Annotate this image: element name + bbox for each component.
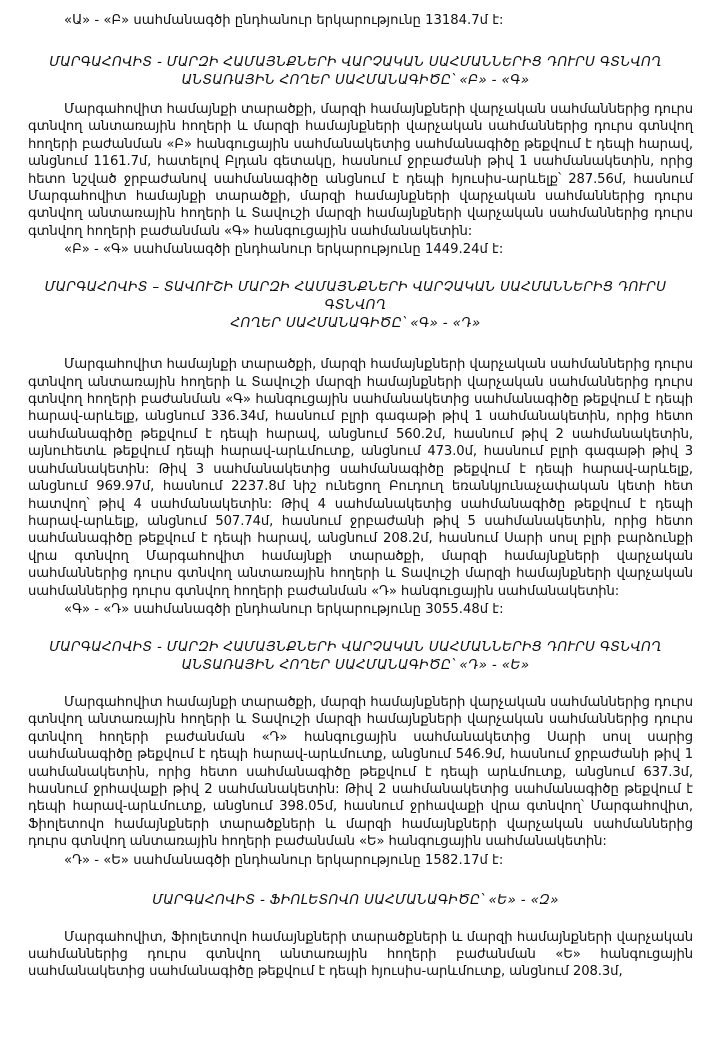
- section-heading-d-e: [28, 638, 693, 674]
- summary-line-gd: «Գ» - «Դ» սահմանագծի ընդհանուր երկարությունը 3055.48մ է:: [64, 601, 504, 617]
- section-heading-b-g: [28, 53, 693, 89]
- heading-line: ՀՈՂԵՐ ՍԱՀՄԱՆԱԳԻԾԸ՝ «Գ» - «Դ»: [230, 315, 481, 332]
- paragraph-b-g: Մարգահովիտ համայնքի տարածքի, մարզի համայնքների վարչական սահմաններից դուրս գտնվող անտառային հողերի և մարզի համայնքների վարչական սահմաններից դուրս գտնվող հողերի բաժանման «Բ» հանգուցային սահմանակետից սահմանագիծը թեքվում է դեպի հարավ, անցնում 1161.7մ, հատելով Բլդան գետակը, հասնում ջրբաժանի թիվ 1 սահմանակետին, որից հետո նշված ջրբաժանով սահմանագիծը անցնում է դեպի հյուսիս-արևելք՝ 287.56մ, հասնում Մարգահովիտ համայնքի տարածքի, մարզի համայնքների վարչական սահմաններից դուրս գտնվող անտառային հողերի և Տավուշի մարզի համայնքների վարչական սահմաններից դուրս գտնվող հողերի բաժանման «Գ» հանգուցային սահմանակետին:: [28, 102, 693, 239]
- heading-line: ՄԱՐԳԱՀՈՎԻՏ - ՄԱՐԶԻ ՀԱՄԱՅՆՔՆԵՐԻ ՎԱՐՉԱԿԱՆ ՍԱՀՄԱՆՆԵՐԻՑ ԴՈՒՐՍ ԳՏՆՎՈՂ: [49, 54, 662, 70]
- paragraph-e-z: Մարգահովիտ, Ֆիոլետովո համայնքների տարածքների և մարզի համայնքների վարչական սահմաններից դուրս գտնվող անտառային հողերի բաժանման «Ե» հանգուցային սահմանակետից սահմանագիծը թեքվում է դեպի հյուսիս-արևմուտք, անցնում 208.3մ,: [28, 929, 693, 980]
- summary-line-de: «Դ» - «Ե» սահմանագծի ընդհանուր երկարությունը 1582.17մ է:: [64, 852, 504, 868]
- heading-line: ՄԱՐԳԱՀՈՎԻՏ - ՖԻՈԼԵՏՈՎՈ ՍԱՀՄԱՆԱԳԻԾԸ՝ «Ե» - «Զ»: [152, 891, 559, 908]
- heading-line: ԱՆՏԱՌԱՅԻՆ ՀՈՂԵՐ ՍԱՀՄԱՆԱԳԻԾԸ՝ «Բ» - «Գ»: [181, 72, 530, 88]
- section-heading-e-z: [28, 891, 693, 909]
- summary-line-bg: «Բ» - «Գ» սահմանագծի ընդհանուր երկարությունը 1449.24մ է:: [64, 242, 504, 258]
- section-heading-g-d: [28, 278, 693, 332]
- heading-line: ՄԱՐԳԱՀՈՎԻՏ - ՄԱՐԶԻ ՀԱՄԱՅՆՔՆԵՐԻ ՎԱՐՉԱԿԱՆ ՍԱՀՄԱՆՆԵՐԻՑ ԴՈՒՐՍ ԳՏՆՎՈՂ: [49, 638, 662, 655]
- paragraph-d-e: Մարգահովիտ համայնքի տարածքի, մարզի համայնքների վարչական սահմաններից դուրս գտնվող անտառային հողերի և Տավուշի մարզի համայնքների վարչական սահմաններից դուրս գտնվող հողերի բաժանման «Դ» հանգուցային սահմանակետից Սարի սոսլ սարից սահմանագիծը թեքվում է դեպի հարավ-արևմուտք, անցնում 546.9մ, հասնում ջրբաժանի թիվ 1 սահմանակետին, որից հետո սահմանագիծը թեքվում է դեպի արևմուտք, անցնում 637.3մ, հասնում ջրհավաքի թիվ 2 սահմանակետին: Թիվ 2 սահմանակետից սահմանագիծը թեքվում է դեպի հարավ-արևմուտք, անցնում 398.05մ, հասնում ջրհավաքի վրա գտնվող՝ Մարգահովիտ, Ֆիոլետովո համայնքների տարածքների և մարզի համայնքների վարչական սահմաններից դուրս գտնվող անտառային հողերի բաժանման «Ե» հանգուցային սահմանակետին:: [28, 694, 693, 850]
- summary-line-ab: «Ա» - «Բ» սահմանագծի ընդհանուր երկարությունը 13184.7մ է:: [64, 13, 504, 28]
- paragraph-g-d: Մարգահովիտ համայնքի տարածքի, մարզի համայնքների վարչական սահմաններից դուրս գտնվող անտառային հողերի և Տավուշի մարզի համայնքների վարչական սահմաններից դուրս գտնվող հողերի բաժանման «Գ» հանգուցային սահմանակետից սահմանագիծը թեքվում է դեպի հարավ-արևելք, անցնում 336.34մ, հասնում բլրի գագաթի թիվ 1 սահմանակետին, որից հետո սահմանագիծը թեքվում է դեպի հարավ, անցնում 560.2մ, հասնում թիվ 2 սահմանակետին, այնուհետև թեքվում դեպի հարավ-արևմուտք, անցնում 473.0մ, հասնում բլրի գագաթի թիվ 3 սահմանակետին: Թիվ 3 սահմանակետից սահմանագիծը թեքվում է դեպի հարավ-արևելք, անցնում 969.97մ, հասնում 2237.8մ նիշ ունեցող Բուդուղ եռանկյունաչափական կետի հետ հատվող՝ թիվ 4 սահմանակետին: Թիվ 4 սահմանակետից սահմանագիծը թեքվում է դեպի հարավ-արևելք, անցնում 507.74մ, հասնում ջրբաժանի թիվ 5 սահմանակետին, որից հետո սահմանագիծը թեքվում է դեպի հարավ, անցնում 208.2մ, հասնում Սարի սոսլ բլրի բարձունքի վրա գտնվող Մարգահովիտ համայնքի տարածքի, մարզի համայնքների վարչական սահմաններից դուրս գտնվող անտառային հողերի և Տավուշի մարզի համայնքների վարչական սահմաններից դուրս գտնվող հողերի բաժանման «Դ» հանգուցային սահմանակետին:: [28, 357, 693, 599]
- heading-line: ՄԱՐԳԱՀՈՎԻՏ – ՏԱՎՈՒՇԻ ՄԱՐԶԻ ՀԱՄԱՅՆՔՆԵՐԻ ՎԱՐՉԱԿԱՆ ՍԱՀՄԱՆՆԵՐԻՑ ԴՈՒՐՍ ԳՏՆՎՈՂ: [44, 279, 667, 314]
- heading-line: ԱՆՏԱՌԱՅԻՆ ՀՈՂԵՐ ՍԱՀՄԱՆԱԳԻԾԸ՝ «Դ» - «Ե»: [181, 656, 530, 673]
